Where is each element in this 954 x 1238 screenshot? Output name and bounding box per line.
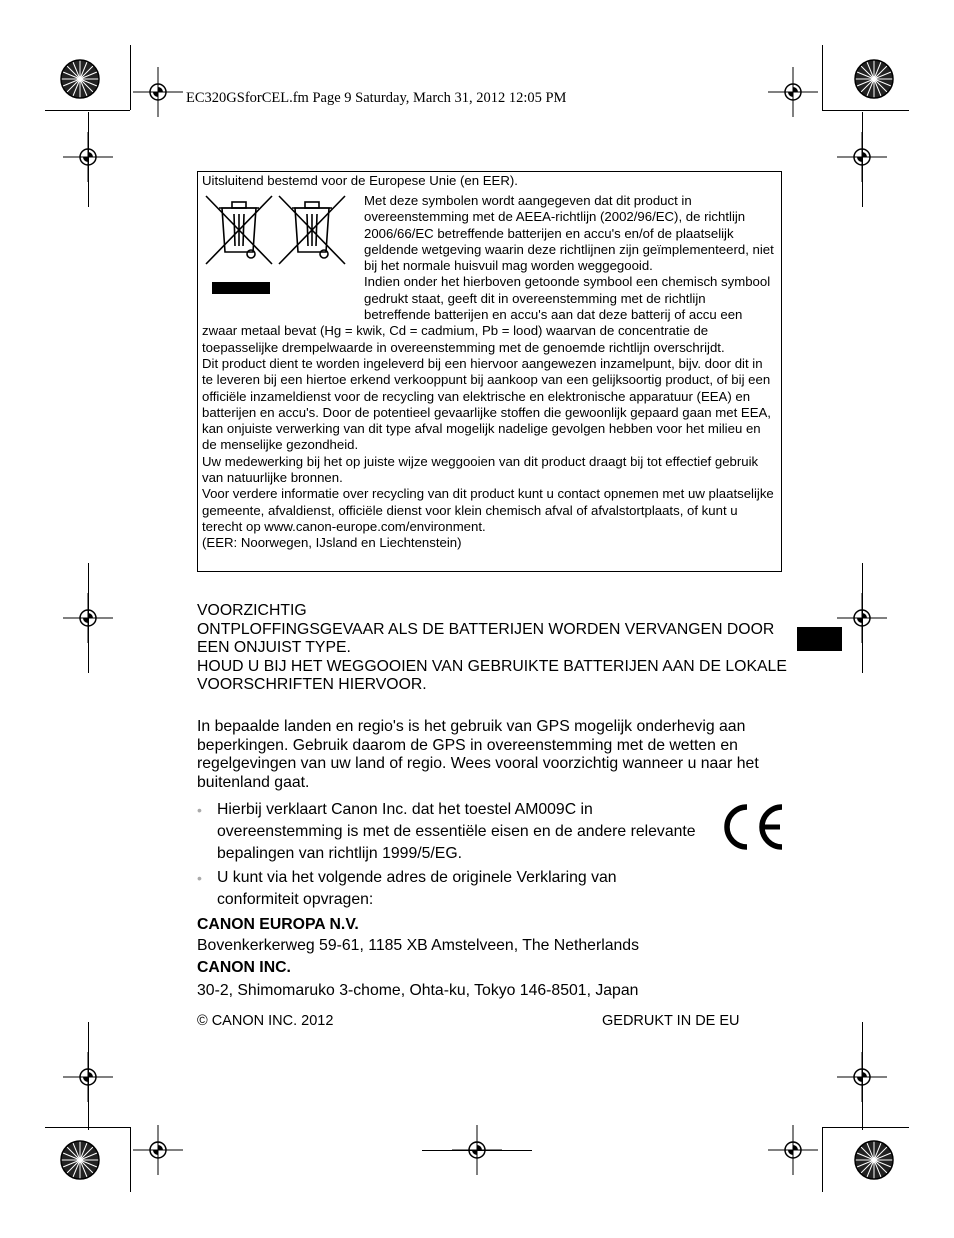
list-item-text: Hierbij verklaart Canon Inc. dat het toestel AM009C in overeenstemming is met de essentiële eisen en de andere relevante bepalingen van richtlijn 1999/5/EG.	[217, 801, 696, 862]
starburst-target-mark	[59, 1139, 101, 1181]
weee-paragraph: Indien onder het hierboven getoonde symbool een chemisch symbool gedrukt staat, geeft dit in overeenstemming met de richtlijn betreffende batterijen en accu's aan dat deze batterij of accu een zwaar metaal bevat (Hg = kwik, Cd = cadmium, Pb = lood) waarvan de concentratie de toepasselijke drempelwaarde in overeenstemming met de genoemde richtlijn overschrijdt.	[202, 274, 771, 355]
company-address: Bovenkerkerweg 59-61, 1185 XB Amstelveen, The Netherlands	[197, 937, 639, 954]
crosshair-registration-mark	[768, 67, 818, 117]
weee-paragraph: (EER: Noorwegen, IJsland en Liechtenstein)	[202, 535, 462, 551]
bullet-dot: •	[197, 870, 202, 886]
ce-mark-icon	[718, 803, 785, 851]
crop-line	[88, 112, 89, 207]
starburst-target-mark	[853, 58, 895, 100]
crop-line	[45, 110, 130, 111]
list-item	[197, 799, 697, 865]
caution-notice	[197, 602, 797, 695]
list-item-text: U kunt via het volgende adres de originele Verklaring van conformiteit opvragen:	[217, 869, 617, 908]
copyright: © CANON INC. 2012	[197, 1013, 334, 1029]
crop-line	[130, 45, 131, 110]
gps-notice: In bepaalde landen en regio's is het gebruik van GPS mogelijk onderhevig aan beperkingen. Gebruik daarom de GPS in overeenstemming met de wetten en regelgevingen van uw land of regio. Wees vooral voorzichtig wanneer u naar het buitenland gaat.	[197, 718, 759, 791]
crop-line	[862, 1022, 863, 1130]
weee-paragraph: Met deze symbolen wordt aangegeven dat dit product in overeenstemming met de AEEA-richtlijn (2002/96/EC), de richtlijn 2006/66/EC betreffende batterijen en accu's en/of de plaatselijk geldende wetgeving waarin deze richtlijnen zijn geïmplementeerd, niet bij het normale huisvuil mag worden weggegooid.	[364, 193, 774, 274]
crop-line	[422, 1150, 532, 1151]
file-header: EC320GSforCEL.fm Page 9 Saturday, March 31, 2012 12:05 PM	[186, 90, 567, 106]
company-name: CANON EUROPA N.V.	[197, 916, 359, 933]
company-name: CANON INC.	[197, 959, 291, 976]
bullet-dot: •	[197, 802, 202, 818]
weee-paragraph: Uw medewerking bij het op juiste wijze weggooien van dit product draagt bij tot effectief gebruik van natuurlijke bronnen.	[202, 453, 759, 486]
starburst-target-mark	[59, 58, 101, 100]
printed-notice: GEDRUKT IN DE EU	[602, 1013, 740, 1029]
caution-line: HOUD U BIJ HET WEGGOOIEN VAN GEBRUIKTE BATTERIJEN AAN DE LOKALE VOORSCHRIFTEN HIERVOOR.	[197, 657, 787, 693]
crop-line	[130, 1127, 131, 1192]
crosshair-registration-mark	[768, 1125, 818, 1175]
crop-line	[822, 1127, 823, 1192]
crosshair-registration-mark	[133, 67, 183, 117]
company-address: 30-2, Shimomaruko 3-chome, Ohta-ku, Tokyo 146-8501, Japan	[197, 982, 639, 999]
crop-line	[822, 1127, 909, 1128]
list-item	[197, 867, 697, 911]
crop-line	[88, 563, 89, 673]
crop-line	[822, 110, 909, 111]
crop-line	[88, 1022, 89, 1130]
crop-line	[862, 112, 863, 207]
crop-line	[862, 563, 863, 673]
section-tab-marker	[797, 627, 842, 651]
weee-notice-box	[197, 171, 782, 572]
caution-title: VOORZICHTIG	[197, 602, 307, 619]
caution-line: ONTPLOFFINGSGEVAAR ALS DE BATTERIJEN WORDEN VERVANGEN DOOR EEN ONJUIST TYPE.	[197, 620, 775, 656]
weee-text	[202, 193, 775, 552]
weee-heading: Uitsluitend bestemd voor de Europese Unie (en EER).	[202, 173, 518, 188]
crosshair-registration-mark	[133, 1125, 183, 1175]
crop-line	[822, 45, 823, 110]
weee-paragraph: Voor verdere informatie over recycling van dit product kunt u contact opnemen met uw plaatselijke gemeente, afvaldienst, officiële dienst voor klein chemisch afval of afvalstortplaats, of kunt u terecht op www.canon-europe.com/environment.	[202, 486, 774, 534]
weee-paragraph: Dit product dient te worden ingeleverd bij een hiervoor aangewezen inzamelpunt, bijv. door dit in te leveren bij een hiertoe erkend verkooppunt bij aankoop van een gelijksoortig product, of bij een officiële inzameldienst voor de recycling van elektrische en elektronische apparatuur (EEA) en batterijen en accu's. Door de potentieel gevaarlijke stoffen die gewoonlijk gepaard gaan met EEA, kan onjuiste verwerking van dit type afval mogelijk nadelige gevolgen hebben voor het milieu en de menselijke gezondheid.	[202, 355, 771, 453]
starburst-target-mark	[853, 1139, 895, 1181]
